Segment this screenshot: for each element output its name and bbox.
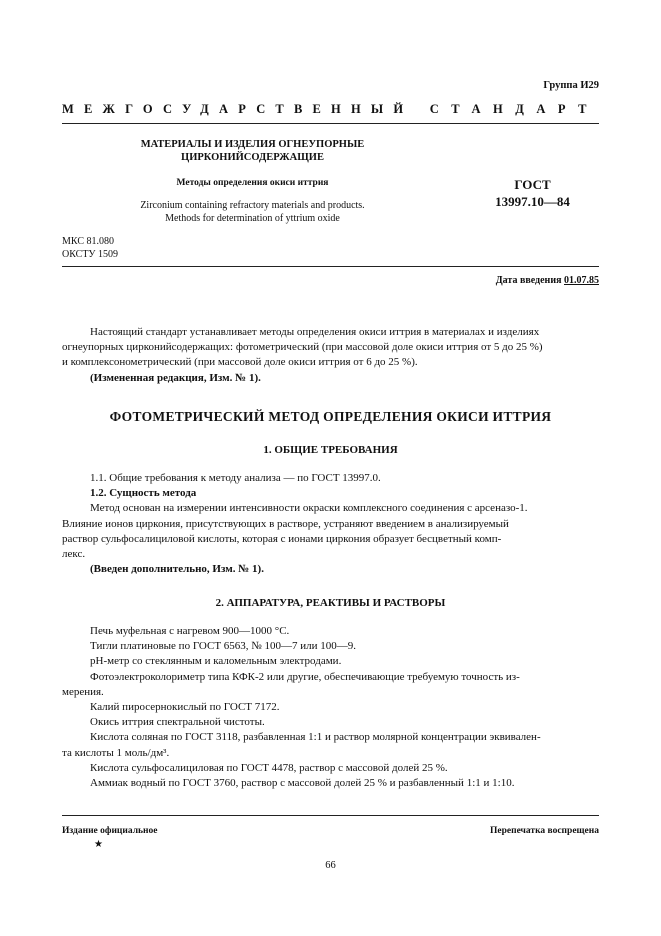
okstu-code: ОКСТУ 1509	[62, 248, 119, 260]
gost-label: ГОСТ	[514, 177, 551, 192]
clause-1-2-text-line-4: лекс.	[62, 548, 86, 561]
classification-codes	[62, 236, 118, 261]
section-2-body	[62, 624, 599, 791]
intro-paragraph	[62, 325, 599, 386]
clause-1-1: 1.1. Общие требования к методу анализа — по ГОСТ 13997.0.	[90, 472, 381, 484]
equipment-photocolorimeter-line-1: Фотоэлектроколориметр типа КФК-2 или другие, обеспечивающие требуемую точность из-	[90, 670, 520, 683]
clause-1-2-text-line-3: раствор сульфосалициловой кислоты, которая с ионами циркония образует бесцветный комп-	[62, 532, 502, 545]
gost-designation	[470, 176, 595, 210]
gost-number: 13997.10—84	[495, 194, 570, 209]
banner-standard: СТАНДАРТ	[429, 102, 599, 116]
banner-interstate: МЕЖГОСУДАРСТВЕННЫЙ	[62, 102, 414, 116]
title-subtitle: Методы определения окиси иттрия	[176, 178, 329, 188]
clause-1-2-text-line-1: Метод основан на измерении интенсивности окраски комплексного соединения с арсеназо-1.	[90, 502, 528, 515]
equipment-ph-meter: рН-метр со стеклянным и каломельным электродами.	[90, 655, 342, 668]
intro-line-1: Настоящий стандарт устанавливает методы определения окиси иттрия в материалах и изделиях	[90, 326, 540, 338]
method-heading: ФОТОМЕТРИЧЕСКИЙ МЕТОД ОПРЕДЕЛЕНИЯ ОКИСИ ИТТРИЯ	[109, 409, 552, 424]
reagent-hydrochloric-acid-line-1: Кислота соляная по ГОСТ 3118, разбавленная 1:1 и раствор молярной концентрации эквивален-	[90, 731, 541, 744]
reagent-hydrochloric-acid-line-2: та кислоты 1 моль/дм³.	[62, 746, 170, 759]
introduction-date	[496, 275, 599, 286]
title-en-line-1: Zirconium containing refractory materials and products.	[140, 200, 365, 211]
clause-1-2: 1.2. Сущность метода	[90, 487, 197, 500]
group-code: Группа И29	[543, 80, 599, 91]
equipment-photocolorimeter-line-2: мерения.	[62, 685, 104, 698]
page-number: 66	[325, 860, 336, 871]
intro-line-3: и комплексонометрический (при массовой доле окиси иттрия от 6 до 25 %).	[62, 356, 418, 369]
standard-banner	[62, 102, 599, 117]
title-english	[105, 200, 400, 225]
intro-line-2: огнеупорных цирконийсодержащих: фотометрический (при массовой доле окиси иттрия от 5 до 25 %)	[62, 341, 543, 354]
codes-rule	[62, 266, 599, 267]
clause-1-2-text-line-2: Влияние ионов циркония, присутствующих в растворе, устраняют введением в анализируемый	[62, 517, 509, 530]
title-ru-line-2: ЦИРКОНИЙСОДЕРЖАЩИЕ	[181, 151, 324, 163]
reagent-ammonia: Аммиак водный по ГОСТ 3760, раствор с массовой долей 25 % и разбавленный 1:1 и 1:10.	[90, 777, 515, 790]
title-russian	[105, 139, 400, 164]
date-value: 01.07.85	[564, 275, 599, 286]
reagent-potassium-pyrosulfate: Калий пиросернокислый по ГОСТ 7172.	[90, 701, 280, 714]
footer-rule	[62, 815, 599, 816]
star-icon: ★	[94, 839, 103, 850]
section-1-heading: 1. ОБЩИЕ ТРЕБОВАНИЯ	[263, 444, 398, 456]
reprint-prohibited-label: Перепечатка воспрещена	[489, 826, 599, 836]
section-1-amendment-note: (Введен дополнительно, Изм. № 1).	[90, 563, 264, 576]
equipment-crucibles: Тигли платиновые по ГОСТ 6563, № 100—7 или 100—9.	[90, 640, 357, 653]
title-en-line-2: Methods for determination of yttrium oxide	[165, 212, 340, 224]
official-edition-label: Издание официальное	[62, 826, 158, 836]
mks-code: МКС 81.080	[62, 236, 114, 247]
section-1-body	[62, 471, 599, 577]
header-rule	[62, 123, 599, 124]
intro-amendment-note: (Измененная редакция, Изм. № 1).	[90, 371, 261, 384]
reagent-yttrium-oxide: Окись иттрия спектральной чистоты.	[90, 716, 265, 729]
date-label: Дата введения	[495, 275, 562, 286]
title-ru-line-1: МАТЕРИАЛЫ И ИЗДЕЛИЯ ОГНЕУПОРНЫЕ	[140, 139, 365, 150]
reagent-sulfosalicylic-acid: Кислота сульфосалициловая по ГОСТ 4478, раствор с массовой долей 25 %.	[90, 761, 448, 774]
section-2-heading: 2. АППАРАТУРА, РЕАКТИВЫ И РАСТВОРЫ	[215, 597, 446, 609]
equipment-furnace: Печь муфельная с нагревом 900—1000 °С.	[90, 625, 290, 637]
